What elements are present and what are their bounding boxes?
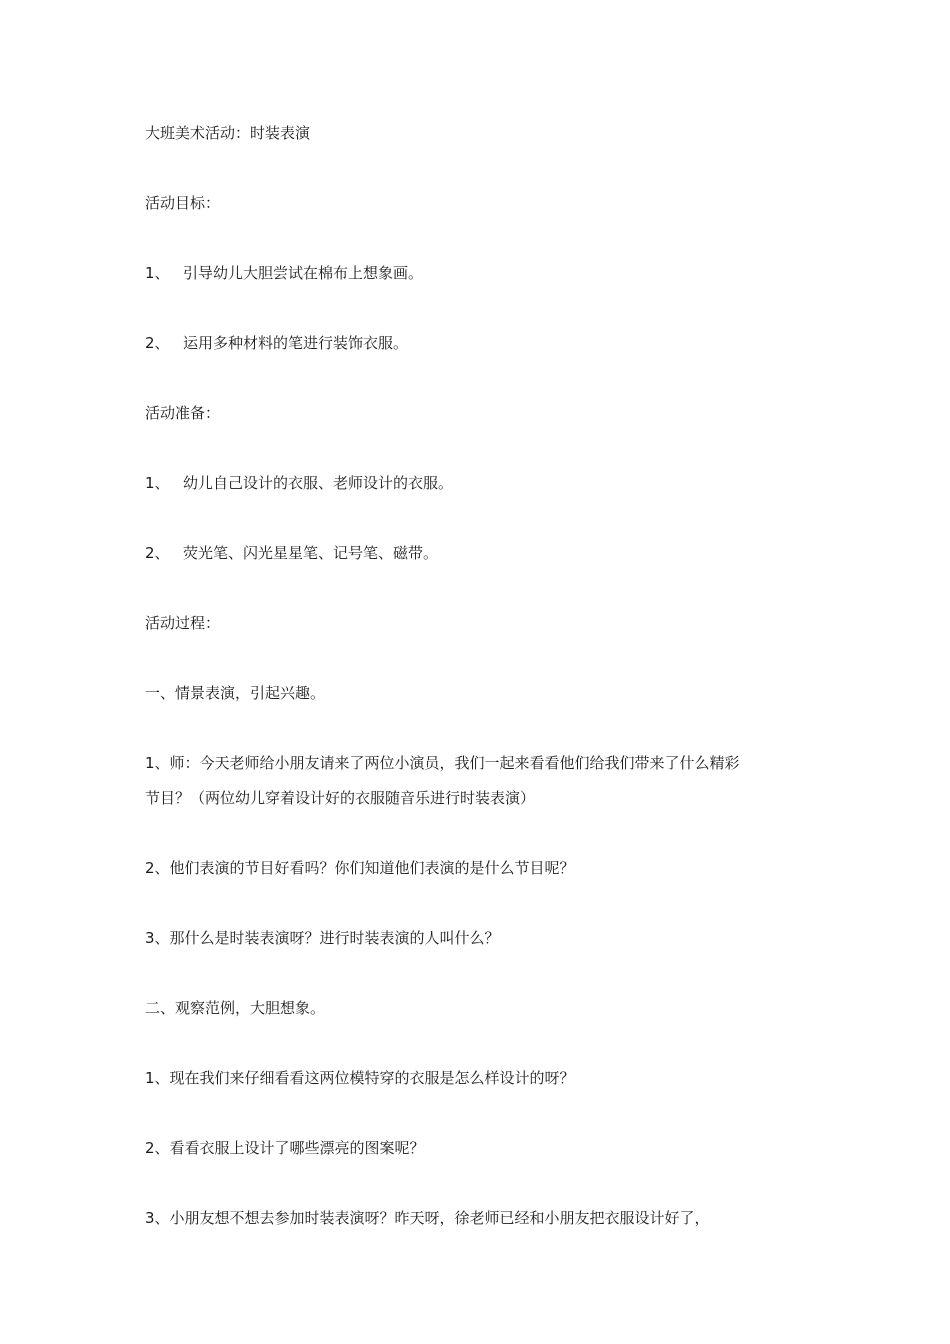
section-1-title-text: 一、情景表演，引起兴趣。 bbox=[145, 684, 326, 702]
section-2-paragraph-3-text: 、小朋友想不想去参加时装表演呀？昨天呀，徐老师已经和小朋友把衣服设计好了， bbox=[154, 1209, 710, 1227]
goals-item-2 bbox=[145, 333, 825, 353]
preparation-item-1 bbox=[145, 473, 825, 493]
document-title bbox=[145, 123, 825, 143]
goals-item-1-text: 引导幼儿大胆尝试在棉布上想象画。 bbox=[183, 264, 424, 282]
section-2-paragraph-2-text: 、看看衣服上设计了哪些漂亮的图案呢？ bbox=[154, 1139, 425, 1157]
preparation-item-2 bbox=[145, 543, 825, 563]
section-1-paragraph-1-number: 1 bbox=[145, 754, 155, 772]
goals-item-1 bbox=[145, 263, 825, 283]
section-2-paragraph-1-text: 、现在我们来仔细看看这两位模特穿的衣服是怎么样设计的呀？ bbox=[154, 1069, 575, 1087]
section-2-paragraph-1 bbox=[145, 1068, 825, 1088]
section-1-title bbox=[145, 683, 825, 703]
section-1-paragraph-2-number: 2 bbox=[145, 859, 155, 877]
preparation-item-1-number: 1、 bbox=[145, 474, 170, 492]
section-1-paragraph-1-continuation: 节目？（两位幼儿穿着设计好的衣服随音乐进行时装表演） bbox=[145, 789, 536, 807]
goals-heading-text: 活动目标： bbox=[145, 194, 221, 212]
preparation-item-1-text: 幼儿自己设计的衣服、老师设计的衣服。 bbox=[183, 474, 454, 492]
process-heading-text: 活动过程： bbox=[145, 614, 221, 632]
goals-item-1-number: 1、 bbox=[145, 264, 170, 282]
section-1-paragraph-3-text: 、那什么是时装表演呀？进行时装表演的人叫什么？ bbox=[154, 929, 500, 947]
section-1-paragraph-1-line-1 bbox=[145, 753, 825, 773]
section-1-paragraph-2-text: 、他们表演的节目好看吗？你们知道他们表演的是什么节目呢？ bbox=[154, 859, 575, 877]
section-2-paragraph-2-number: 2 bbox=[145, 1139, 155, 1157]
section-1-paragraph-3 bbox=[145, 928, 825, 948]
preparation-heading-text: 活动准备： bbox=[145, 404, 221, 422]
section-2-paragraph-3 bbox=[145, 1208, 825, 1228]
goals-item-2-text: 运用多种材料的笔进行装饰衣服。 bbox=[183, 334, 409, 352]
section-2-paragraph-3-number: 3 bbox=[145, 1209, 155, 1227]
process-heading bbox=[145, 613, 825, 633]
section-1-paragraph-2 bbox=[145, 858, 825, 878]
preparation-item-2-text: 荧光笔、闪光星星笔、记号笔、磁带。 bbox=[183, 544, 439, 562]
section-2-title bbox=[145, 998, 825, 1018]
section-1-paragraph-3-number: 3 bbox=[145, 929, 155, 947]
document-title-text: 大班美术活动：时装表演 bbox=[145, 124, 311, 142]
section-1-paragraph-1-line-2 bbox=[145, 788, 825, 808]
section-2-paragraph-1-number: 1 bbox=[145, 1069, 155, 1087]
preparation-heading bbox=[145, 403, 825, 423]
goals-item-2-number: 2、 bbox=[145, 334, 170, 352]
section-2-paragraph-2 bbox=[145, 1138, 825, 1158]
preparation-item-2-number: 2、 bbox=[145, 544, 170, 562]
goals-heading bbox=[145, 193, 825, 213]
section-2-title-text: 二、观察范例，大胆想象。 bbox=[145, 999, 326, 1017]
section-1-paragraph-1-text: 、师：今天老师给小朋友请来了两位小演员，我们一起来看看他们给我们带来了什么精彩 bbox=[154, 754, 740, 772]
